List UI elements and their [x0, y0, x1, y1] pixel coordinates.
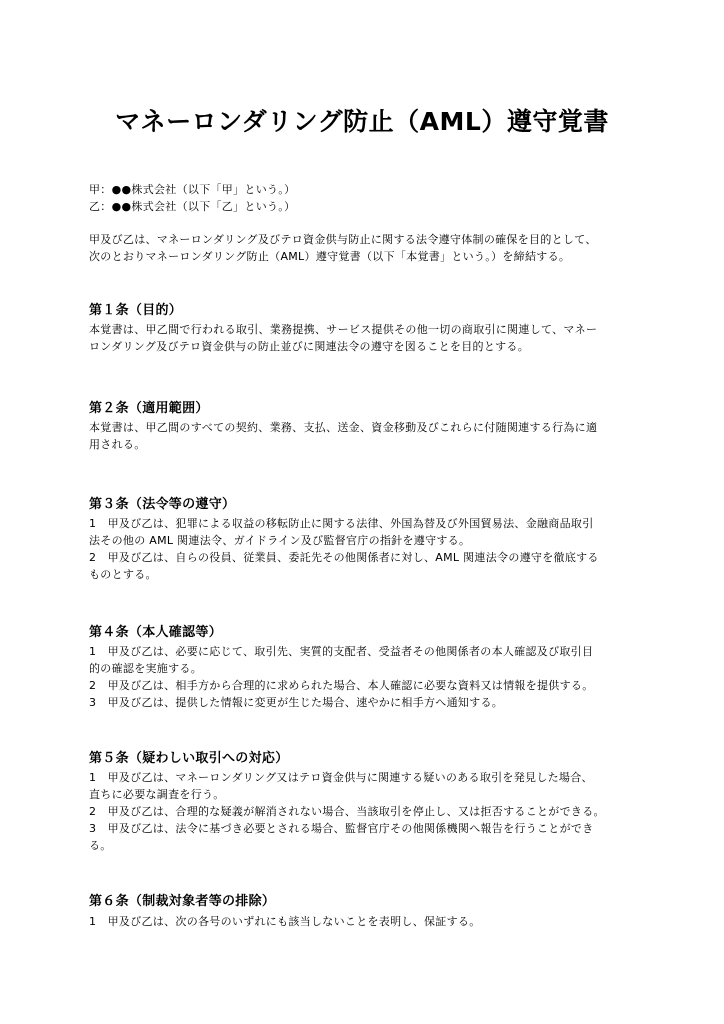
article-line: 3 甲及び乙は、法令に基づき必要とされる場合、監督官庁その他関係機関へ報告を行うことができ [89, 822, 594, 835]
article-4-heading: 第４条（本人確認等） [89, 625, 223, 640]
article-line: 1 甲及び乙は、マネーロンダリング又はテロ資金供与に関連する疑いのある取引を発見した場合、 [89, 771, 593, 784]
article-3-heading: 第３条（法令等の遵守） [89, 497, 236, 512]
article-line: 3 甲及び乙は、提供した情報に変更が生じた場合、速やかに相手方へ通知する。 [89, 696, 504, 709]
document-title: マネーロンダリング防止（AML）遵守覚書 [115, 107, 609, 136]
party-line-otsu: 乙：●●株式会社（以下「乙」という。） [89, 200, 296, 213]
article-5-body [89, 769, 649, 854]
article-3-body [89, 515, 649, 583]
article-5-heading: 第５条（疑わしい取引への対応） [89, 751, 289, 766]
article-line: 2 甲及び乙は、合理的な疑義が解消されない場合、当該取引を停止し、又は拒否することができる。 [89, 805, 605, 818]
article-line: 法その他の AML 関連法令、ガイドライン及び監督官庁の指針を遵守する。 [89, 534, 471, 547]
parties-block [89, 181, 649, 215]
article-2-heading: 第２条（適用範囲） [89, 401, 209, 416]
article-line: る。 [89, 839, 112, 852]
article-line: 1 甲及び乙は、必要に応じて、取引先、実質的支配者、受益者その他関係者の本人確認及び取引目 [89, 645, 594, 658]
article-6-body [89, 913, 649, 930]
party-line-ko: 甲：●●株式会社（以下「甲」という。） [89, 183, 296, 196]
article-1-body [89, 321, 649, 355]
article-line: 本覚書は、甲乙間のすべての契約、業務、支払、送金、資金移動及びこれらに付随関連する行為に適 [89, 421, 598, 434]
article-2-body [89, 419, 649, 453]
article-line: ロンダリング及びテロ資金供与の防止並びに関連法令の遵守を図ることを目的とする。 [89, 340, 530, 353]
article-line: 1 甲及び乙は、犯罪による収益の移転防止に関する法律、外国為替及び外国貿易法、金融商品取引 [89, 517, 594, 530]
preamble-line: 甲及び乙は、マネーロンダリング及びテロ資金供与防止に関する法令遵守体制の確保を目的として、 [89, 233, 597, 246]
article-line: 本覚書は、甲乙間で行われる取引、業務提携、サービス提供その他一切の商取引に関連して、マネー [89, 323, 598, 336]
preamble-line: 次のとおりマネーロンダリング防止（AML）遵守覚書（以下「本覚書」という。）を締結する。 [89, 250, 571, 263]
article-line: 2 甲及び乙は、自らの役員、従業員、委託先その他関係者に対し、AML 関連法令の遵守を徹底する [89, 551, 599, 564]
preamble-block [89, 231, 649, 265]
article-1-heading: 第１条（目的） [89, 303, 183, 318]
article-line: 的の確認を実施する。 [89, 662, 202, 675]
article-6-heading: 第６条（制裁対象者等の排除） [89, 894, 276, 909]
article-line: 直ちに必要な調査を行う。 [89, 788, 225, 801]
article-4-body [89, 643, 649, 711]
article-line: 1 甲及び乙は、次の各号のいずれにも該当しないことを表明し、保証する。 [89, 915, 481, 928]
article-line: 用される。 [89, 438, 146, 451]
article-line: ものとする。 [89, 568, 157, 581]
article-line: 2 甲及び乙は、相手方から合理的に求められた場合、本人確認に必要な資料又は情報を提供する。 [89, 679, 594, 692]
